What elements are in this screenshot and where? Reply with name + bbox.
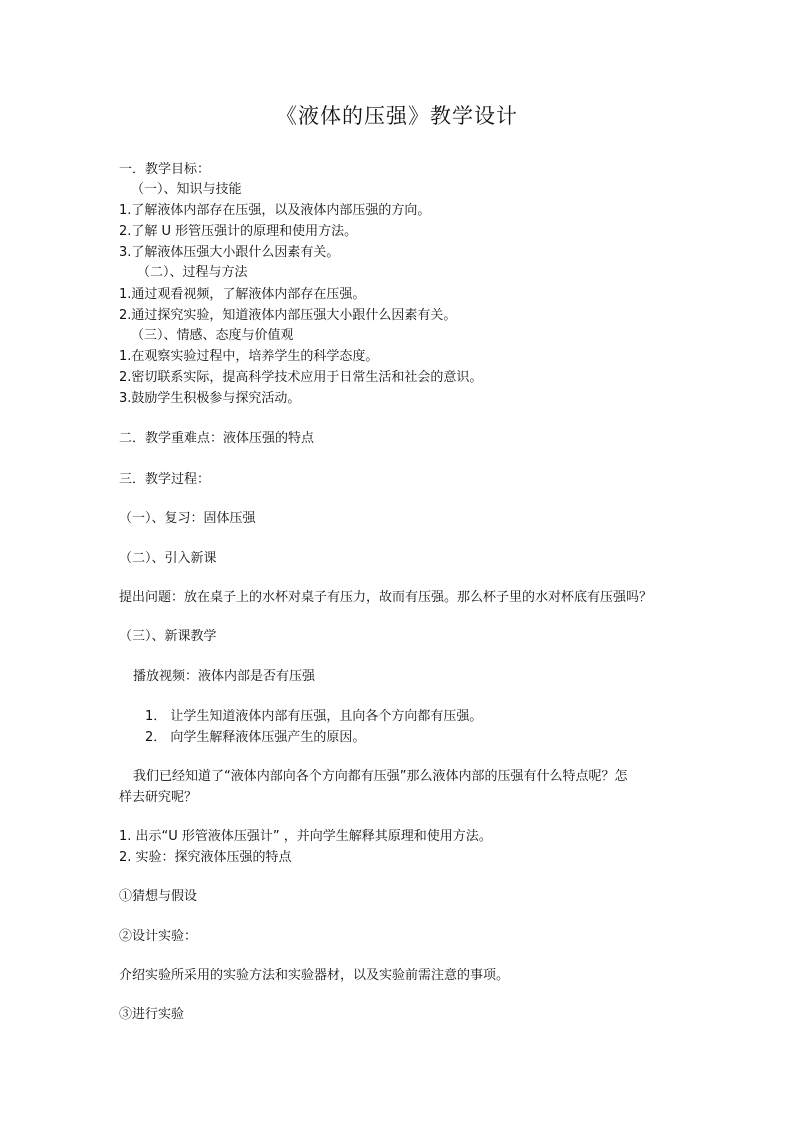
research-paragraph-line-1: 我们已经知道了“液体内部向各个方向都有压强”那么液体内部的压强有什么特点呢？怎 bbox=[133, 769, 628, 784]
process-item-2: 2.通过探究实验，知道液体内部压强大小跟什么因素有关。 bbox=[119, 308, 457, 323]
research-paragraph-line-2: 样去研究呢？ bbox=[119, 790, 198, 805]
review-heading: （一）、复习：固体压强 bbox=[119, 511, 256, 526]
section-process-heading: 三．教学过程： bbox=[119, 472, 211, 487]
step-1: 1. 出示“U 形管液体压强计” ，并向学生解释其原理和使用方法。 bbox=[119, 829, 492, 844]
subsection-knowledge-heading: （一）、知识与技能 bbox=[131, 182, 242, 197]
design-heading: ②设计实验： bbox=[119, 929, 198, 944]
video-item-1: 1． 让学生知道液体内部有压强，且向各个方向都有压强。 bbox=[145, 709, 483, 724]
knowledge-item-3: 3.了解液体压强大小跟什么因素有关。 bbox=[119, 245, 340, 260]
knowledge-item-1: 1.了解液体内部存在压强，以及液体内部压强的方向。 bbox=[119, 203, 431, 218]
intro-heading: （二）、引入新课 bbox=[119, 551, 217, 566]
conduct-heading: ③进行实验 bbox=[119, 1007, 185, 1022]
attitude-item-1: 1.在观察实验过程中，培养学生的科学态度。 bbox=[119, 349, 379, 364]
section-key-points-heading: 二．教学重难点：液体压强的特点 bbox=[119, 431, 315, 446]
document-title: 《液体的压强》教学设计 bbox=[276, 104, 518, 128]
subsection-process-heading: （二）、过程与方法 bbox=[137, 265, 248, 280]
process-item-1: 1.通过观看视频，了解液体内部存在压强。 bbox=[119, 287, 366, 302]
section-teaching-goals-heading: 一．教学目标： bbox=[119, 162, 211, 177]
question-paragraph: 提出问题：放在桌子上的水杯对桌子有压力，故而有压强。那么杯子里的水对杯底有压强吗？ bbox=[119, 590, 653, 605]
new-lesson-heading: （三）、新课教学 bbox=[119, 629, 217, 644]
video-item-2: 2． 向学生解释液体压强产生的原因。 bbox=[145, 730, 366, 745]
guess-heading: ①猜想与假设 bbox=[119, 889, 198, 904]
design-text: 介绍实验所采用的实验方法和实验器材，以及实验前需注意的事项。 bbox=[119, 968, 510, 983]
knowledge-item-2: 2.了解 U 形管压强计的原理和使用方法。 bbox=[119, 224, 358, 239]
subsection-attitude-heading: （三）、情感、态度与价值观 bbox=[131, 328, 294, 343]
video-line: 播放视频：液体内部是否有压强 bbox=[133, 669, 316, 684]
attitude-item-2: 2.密切联系实际，提高科学技术应用于日常生活和社会的意识。 bbox=[119, 370, 483, 385]
attitude-item-3: 3.鼓励学生积极参与探究活动。 bbox=[119, 391, 301, 406]
step-2: 2. 实验：探究液体压强的特点 bbox=[119, 850, 292, 865]
